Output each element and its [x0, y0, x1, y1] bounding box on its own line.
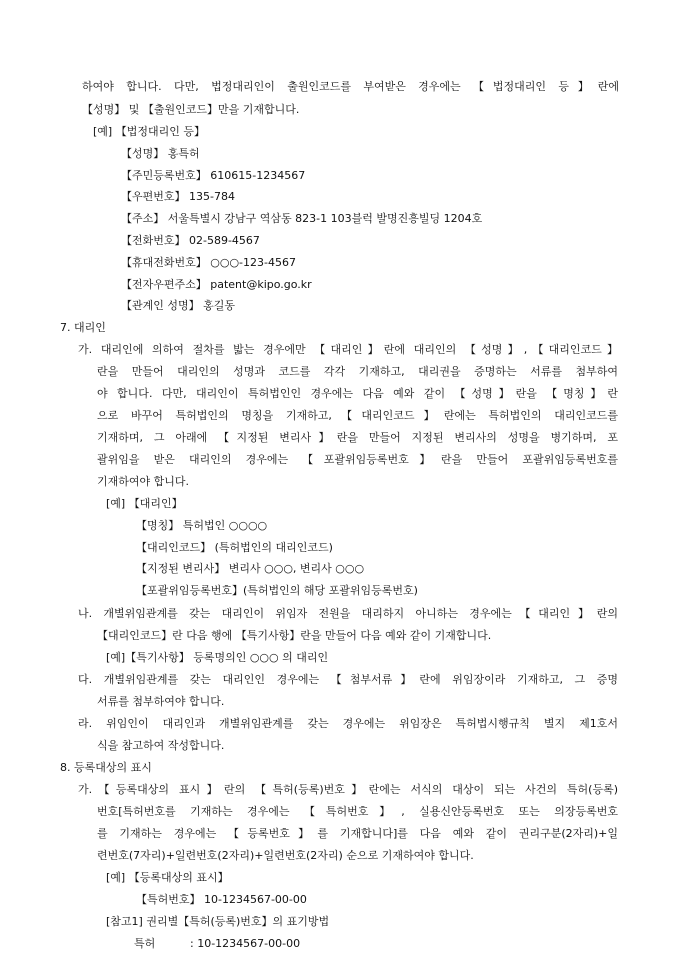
- text-line: 하여야 합니다. 다만, 법정대리인이 출원인코드를 부여받은 경우에는 【법정대리인 등】란에: [82, 80, 619, 93]
- text-line: 【주민등록번호】 610615-1234567: [121, 169, 306, 182]
- text-line: 다. 개별위임관계를 갖는 대리인인 경우에는 【첨부서류】란에 위임장이라 기재하고, 그 증명: [78, 673, 618, 686]
- text-line: 【관계인 성명】 홍길동: [121, 299, 236, 312]
- text-line: 【성명】 및 【출원인코드】만을 기재합니다.: [82, 103, 300, 116]
- text-line: 【포괄위임등록번호】(특허법인의 해당 포괄위임등록번호): [136, 584, 418, 597]
- text-line: 【전화번호】 02-589-4567: [121, 234, 260, 247]
- text-line: 란을 만들어 대리인의 성명과 코드를 각각 기재하고, 대리권을 증명하는 서류를 첨부하여: [97, 365, 618, 378]
- table-value: : 10-1234567-00-00: [190, 937, 301, 950]
- example-label: [예] 【대리인】: [106, 497, 183, 510]
- text-line: 【대리인코드】 (특허법인의 대리인코드): [136, 541, 333, 554]
- text-line: 식을 참고하여 작성합니다.: [97, 739, 225, 752]
- text-line: 【전자우편주소】 patent@kipo.go.kr: [121, 278, 312, 291]
- text-line: 【지정된 변리사】 변리사 ○○○, 변리사 ○○○: [136, 562, 365, 575]
- reference-label: [참고1] 권리별【특허(등록)번호】의 표기방법: [106, 915, 330, 928]
- text-line: 기재하며, 그 아래에 【지정된 변리사】란을 만들어 지정된 변리사의 성명을 병기하며, 포: [97, 431, 618, 444]
- example-label: [예] 【등록대상의 표시】: [106, 871, 229, 884]
- text-line: 련번호(7자리)+일련번호(2자리)+일련번호(2자리) 순으로 기재하여야 합니다.: [97, 849, 474, 862]
- text-line: 나. 개별위임관계를 갖는 대리인이 위임자 전원을 대리하지 아니하는 경우에는【대리인】란의: [78, 607, 618, 620]
- text-line: 라. 위임인이 대리인과 개별위임관계를 갖는 경우에는 위임장은 특허법시행규칙 별지 제1호서: [78, 717, 618, 730]
- text-line: 【주소】 서울특별시 강남구 역삼동 823-1 103블럭 발명진흥빌딩 1204호: [121, 212, 483, 225]
- text-line: 번호[특허번호를 기재하는 경우에는 【특허번호】, 실용신안등록번호 또는 의장등록번호: [97, 805, 618, 818]
- example-label: [예] 【법정대리인 등】: [93, 125, 205, 138]
- section-heading: 8. 등록대상의 표시: [60, 761, 152, 774]
- text-line: 서류를 첨부하여야 합니다.: [97, 695, 225, 708]
- text-line: 【명칭】 특허법인 ○○○○: [136, 519, 268, 532]
- text-line: 가.【등록대상의 표시】란의 【특허(등록)번호】란에는 서식의 대상이 되는 사건의 특허(등록): [78, 783, 618, 796]
- text-line: 【휴대전화번호】 ○○○-123-4567: [121, 256, 296, 269]
- text-line: 괄위임을 받은 대리인의 경우에는 【포괄위임등록번호】란을 만들어 포괄위임등록번호를: [97, 453, 618, 466]
- text-line: 가. 대리인에 의하여 절차를 밟는 경우에만 【대리인】란에 대리인의 【성명】,【대리인코드】: [78, 343, 618, 356]
- text-line: 기재하여야 합니다.: [97, 475, 190, 488]
- text-line: 야 합니다. 다만, 대리인이 특허법인인 경우에는 다음 예와 같이 【성명】란을 【명칭】란: [97, 387, 618, 400]
- text-line: 으로 바꾸어 특허법인의 명칭을 기재하고,【대리인코드】란에는 특허법인의 대리인코드를: [97, 409, 618, 422]
- text-line: 【우편번호】 135-784: [121, 190, 235, 203]
- text-line: 【대리인코드】란 다음 행에 【특기사항】란을 만들어 다음 예와 같이 기재합니다.: [97, 629, 492, 642]
- table-label: 특허: [134, 937, 156, 950]
- section-heading: 7. 대리인: [60, 321, 106, 334]
- text-line: 【성명】 홍특허: [121, 147, 200, 160]
- text-line: 【특허번호】 10-1234567-00-00: [136, 893, 307, 906]
- example-label: [예]【특기사항】 등록명의인 ○○○ 의 대리인: [106, 651, 329, 664]
- text-line: 를 기재하는 경우에는 【등록번호】를 기재합니다]를 다음 예와 같이 권리구분(2자리)+일: [97, 827, 618, 840]
